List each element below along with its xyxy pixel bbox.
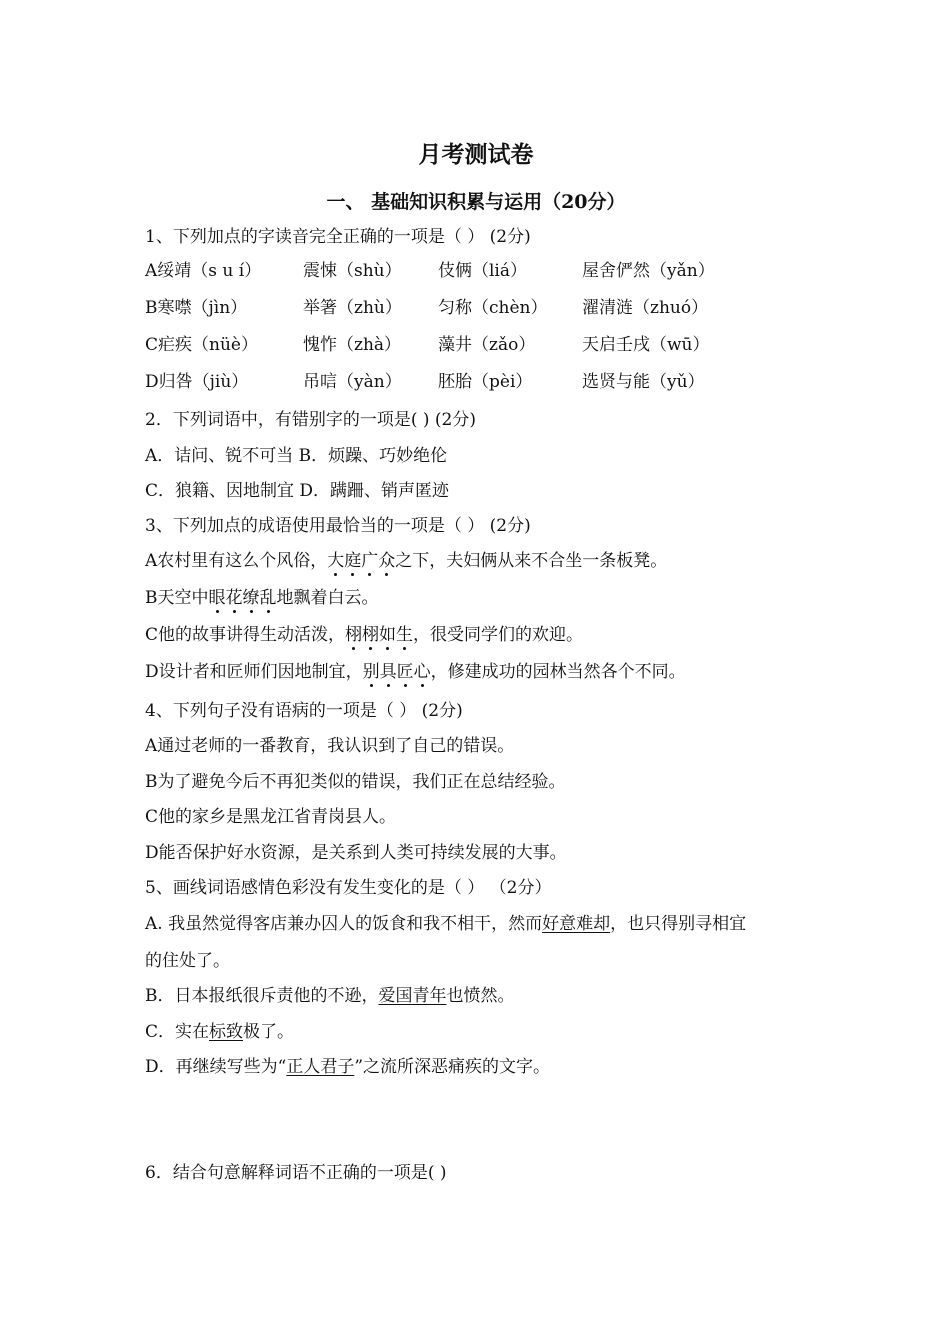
q1-pinyin: （yǔ） — [650, 372, 705, 392]
emphasis-char: 大 — [327, 551, 345, 571]
q5b-post: 也愤然。 — [446, 986, 515, 1006]
q1-word: 愧怍 — [303, 335, 337, 355]
q1-option-a-item-3 — [438, 259, 527, 283]
q3b-dotted — [209, 588, 277, 608]
q5d-underlined: 正人君子 — [286, 1057, 355, 1077]
q1-pinyin: （wū） — [650, 335, 710, 355]
q3b-pre: B天空中 — [145, 588, 209, 608]
emphasis-char: 缭 — [242, 588, 260, 608]
q1-pinyin: （zhà） — [337, 335, 402, 355]
q1-word: 选贤与能 — [582, 372, 650, 392]
q1-pinyin: （zhuó） — [633, 298, 709, 318]
question-4-option-d: D能否保护好水资源，是关系到人类可持续发展的大事。 — [145, 843, 567, 863]
q5c-underlined: 标致 — [209, 1022, 244, 1042]
q1-pinyin: （pèi） — [472, 372, 533, 392]
q1-pinyin: （s u í） — [191, 261, 262, 281]
emphasis-char: 栩 — [362, 625, 380, 645]
q3d-dotted — [363, 662, 431, 682]
q5d-post: ”之流所深恶痛疾的文字。 — [354, 1057, 551, 1077]
q1-option-c-item-1 — [145, 333, 258, 357]
question-4-option-c: C他的家乡是黑龙江省青岗县人。 — [145, 807, 397, 827]
q5a-post: ，也只得别寻相宜 — [610, 914, 747, 934]
q1-word: 伎俩 — [438, 261, 472, 281]
emphasis-char: 庭 — [344, 551, 362, 571]
emphasis-char: 眼 — [208, 588, 226, 608]
q1-option-b-item-2 — [303, 296, 402, 320]
q1-word: 吊唁 — [303, 372, 337, 392]
emphasis-char: 生 — [396, 625, 414, 645]
question-5-option-a — [145, 912, 746, 936]
emphasis-char: 具 — [379, 662, 397, 682]
q3a-post: 之下，夫妇俩从来不合坐一条板凳。 — [395, 551, 668, 571]
q1-pinyin: （shù） — [337, 261, 402, 281]
q1-word: 寒噤 — [157, 298, 192, 318]
q3a-pre: A农村里有这么个风俗， — [145, 551, 328, 571]
q1-word: 胚胎 — [438, 372, 472, 392]
question-5-stem: 5、画线词语感情色彩没有发生变化的是（ ） （2分） — [145, 878, 552, 898]
q1-option-a-item-4 — [582, 259, 715, 283]
q3c-post: ，很受同学们的欢迎。 — [413, 625, 584, 645]
emphasis-char: 匠 — [396, 662, 414, 682]
q1-pinyin: （chèn） — [472, 298, 548, 318]
q1-option-c-item-2 — [303, 333, 401, 357]
q5a-pre: A. 我虽然觉得客店兼办囚人的饭食和我不相干，然而 — [145, 914, 543, 934]
q1-option-d-item-1 — [145, 370, 248, 394]
q1-pinyin: （jìn） — [191, 298, 248, 318]
q1-word: 归咎 — [158, 372, 193, 392]
emphasis-char: 别 — [362, 662, 380, 682]
question-2-options-ab: A．诘问、锐不可当 B．烦躁、巧妙绝伦 — [145, 446, 448, 466]
question-4-option-a: A通过老师的一番教育，我认识到了自己的错误。 — [145, 736, 515, 756]
emphasis-char: 栩 — [345, 625, 363, 645]
question-3-option-b — [145, 586, 379, 610]
q3b-post: 地飘着白云。 — [276, 588, 379, 608]
question-4-stem: 4、下列句子没有语病的一项是（ ） (2分) — [145, 701, 463, 721]
emphasis-char: 花 — [225, 588, 243, 608]
q1-word: 屋舍俨然 — [582, 261, 650, 281]
question-2-options-cd: C．狼籍、因地制宜 D．蹒跚、销声匿迹 — [145, 481, 450, 501]
q1-pinyin: （yǎn） — [650, 261, 715, 281]
emphasis-char: 如 — [379, 625, 397, 645]
q1-option-b-item-1 — [145, 296, 247, 320]
question-5-option-a-cont: 的住处了。 — [145, 951, 230, 971]
emphasis-char: 众 — [378, 551, 396, 571]
q1-word: 匀称 — [438, 298, 472, 318]
q3c-dotted — [345, 625, 413, 645]
q1-option-label: A — [145, 261, 158, 281]
q1-option-label: B — [145, 298, 158, 318]
q1-option-a-item-2 — [303, 259, 402, 283]
q3d-post: ，修建成功的园林当然各个不同。 — [430, 662, 686, 682]
question-2-stem: 2．下列词语中，有错别字的一项是( ) (2分) — [145, 410, 476, 430]
q1-option-a-item-1 — [145, 259, 261, 283]
q1-option-d-item-4 — [582, 370, 705, 394]
q1-option-b-item-4 — [582, 296, 708, 320]
question-3-stem: 3、下列加点的成语使用最恰当的一项是（ ） (2分) — [145, 516, 531, 536]
q3a-dotted — [327, 551, 395, 571]
q5d-pre: D．再继续写些为“ — [145, 1057, 287, 1077]
page-title: 月考测试卷 — [418, 141, 534, 168]
q1-option-c-item-4 — [582, 333, 710, 357]
q1-word: 濯清涟 — [582, 298, 633, 318]
question-3-option-d — [145, 660, 686, 684]
question-4-option-b: B为了避免今后不再犯类似的错误，我们正在总结经验。 — [145, 772, 566, 792]
question-5-option-d — [145, 1055, 550, 1079]
q1-word: 藻井 — [438, 335, 472, 355]
question-3-option-a — [145, 549, 667, 573]
q1-pinyin: （zhù） — [337, 298, 402, 318]
q5b-underlined: 爱国青年 — [378, 986, 447, 1006]
question-3-option-c — [145, 623, 583, 647]
q1-pinyin: （jiù） — [192, 372, 249, 392]
q1-word: 疟疾 — [158, 335, 193, 355]
q3d-pre: D设计者和匠师们因地制宜， — [145, 662, 363, 682]
question-5-option-b — [145, 984, 515, 1008]
q1-pinyin: （nüè） — [192, 335, 258, 355]
section-heading: 一、 基础知识积累与运用（20分） — [326, 191, 626, 213]
emphasis-char: 心 — [413, 662, 431, 682]
q1-option-label: C — [145, 335, 159, 355]
q1-word: 震悚 — [303, 261, 337, 281]
q5c-pre: C．实在 — [145, 1022, 210, 1042]
q1-option-d-item-3 — [438, 370, 532, 394]
q1-pinyin: （yàn） — [337, 372, 402, 392]
q5a-underlined: 好意难却 — [542, 914, 611, 934]
q1-option-b-item-3 — [438, 296, 547, 320]
q5b-pre: B．日本报纸很斥责他的不逊， — [145, 986, 379, 1006]
question-5-option-c — [145, 1020, 294, 1044]
q3c-pre: C他的故事讲得生动活泼， — [145, 625, 346, 645]
question-6-stem: 6．结合句意解释词语不正确的一项是( ) — [145, 1163, 447, 1183]
q1-option-d-item-2 — [303, 370, 402, 394]
emphasis-char: 乱 — [259, 588, 277, 608]
q1-option-label: D — [145, 372, 159, 392]
emphasis-char: 广 — [361, 551, 379, 571]
q1-word: 绥靖 — [157, 261, 192, 281]
q1-pinyin: （liá） — [472, 261, 528, 281]
q1-word: 举箸 — [303, 298, 337, 318]
q1-word: 天启壬戌 — [582, 335, 650, 355]
q1-option-c-item-3 — [438, 333, 535, 357]
q5c-post: 极了。 — [243, 1022, 295, 1042]
q1-pinyin: （zǎo） — [472, 335, 536, 355]
question-1-stem: 1、下列加点的字读音完全正确的一项是（ ） (2分) — [145, 227, 531, 247]
